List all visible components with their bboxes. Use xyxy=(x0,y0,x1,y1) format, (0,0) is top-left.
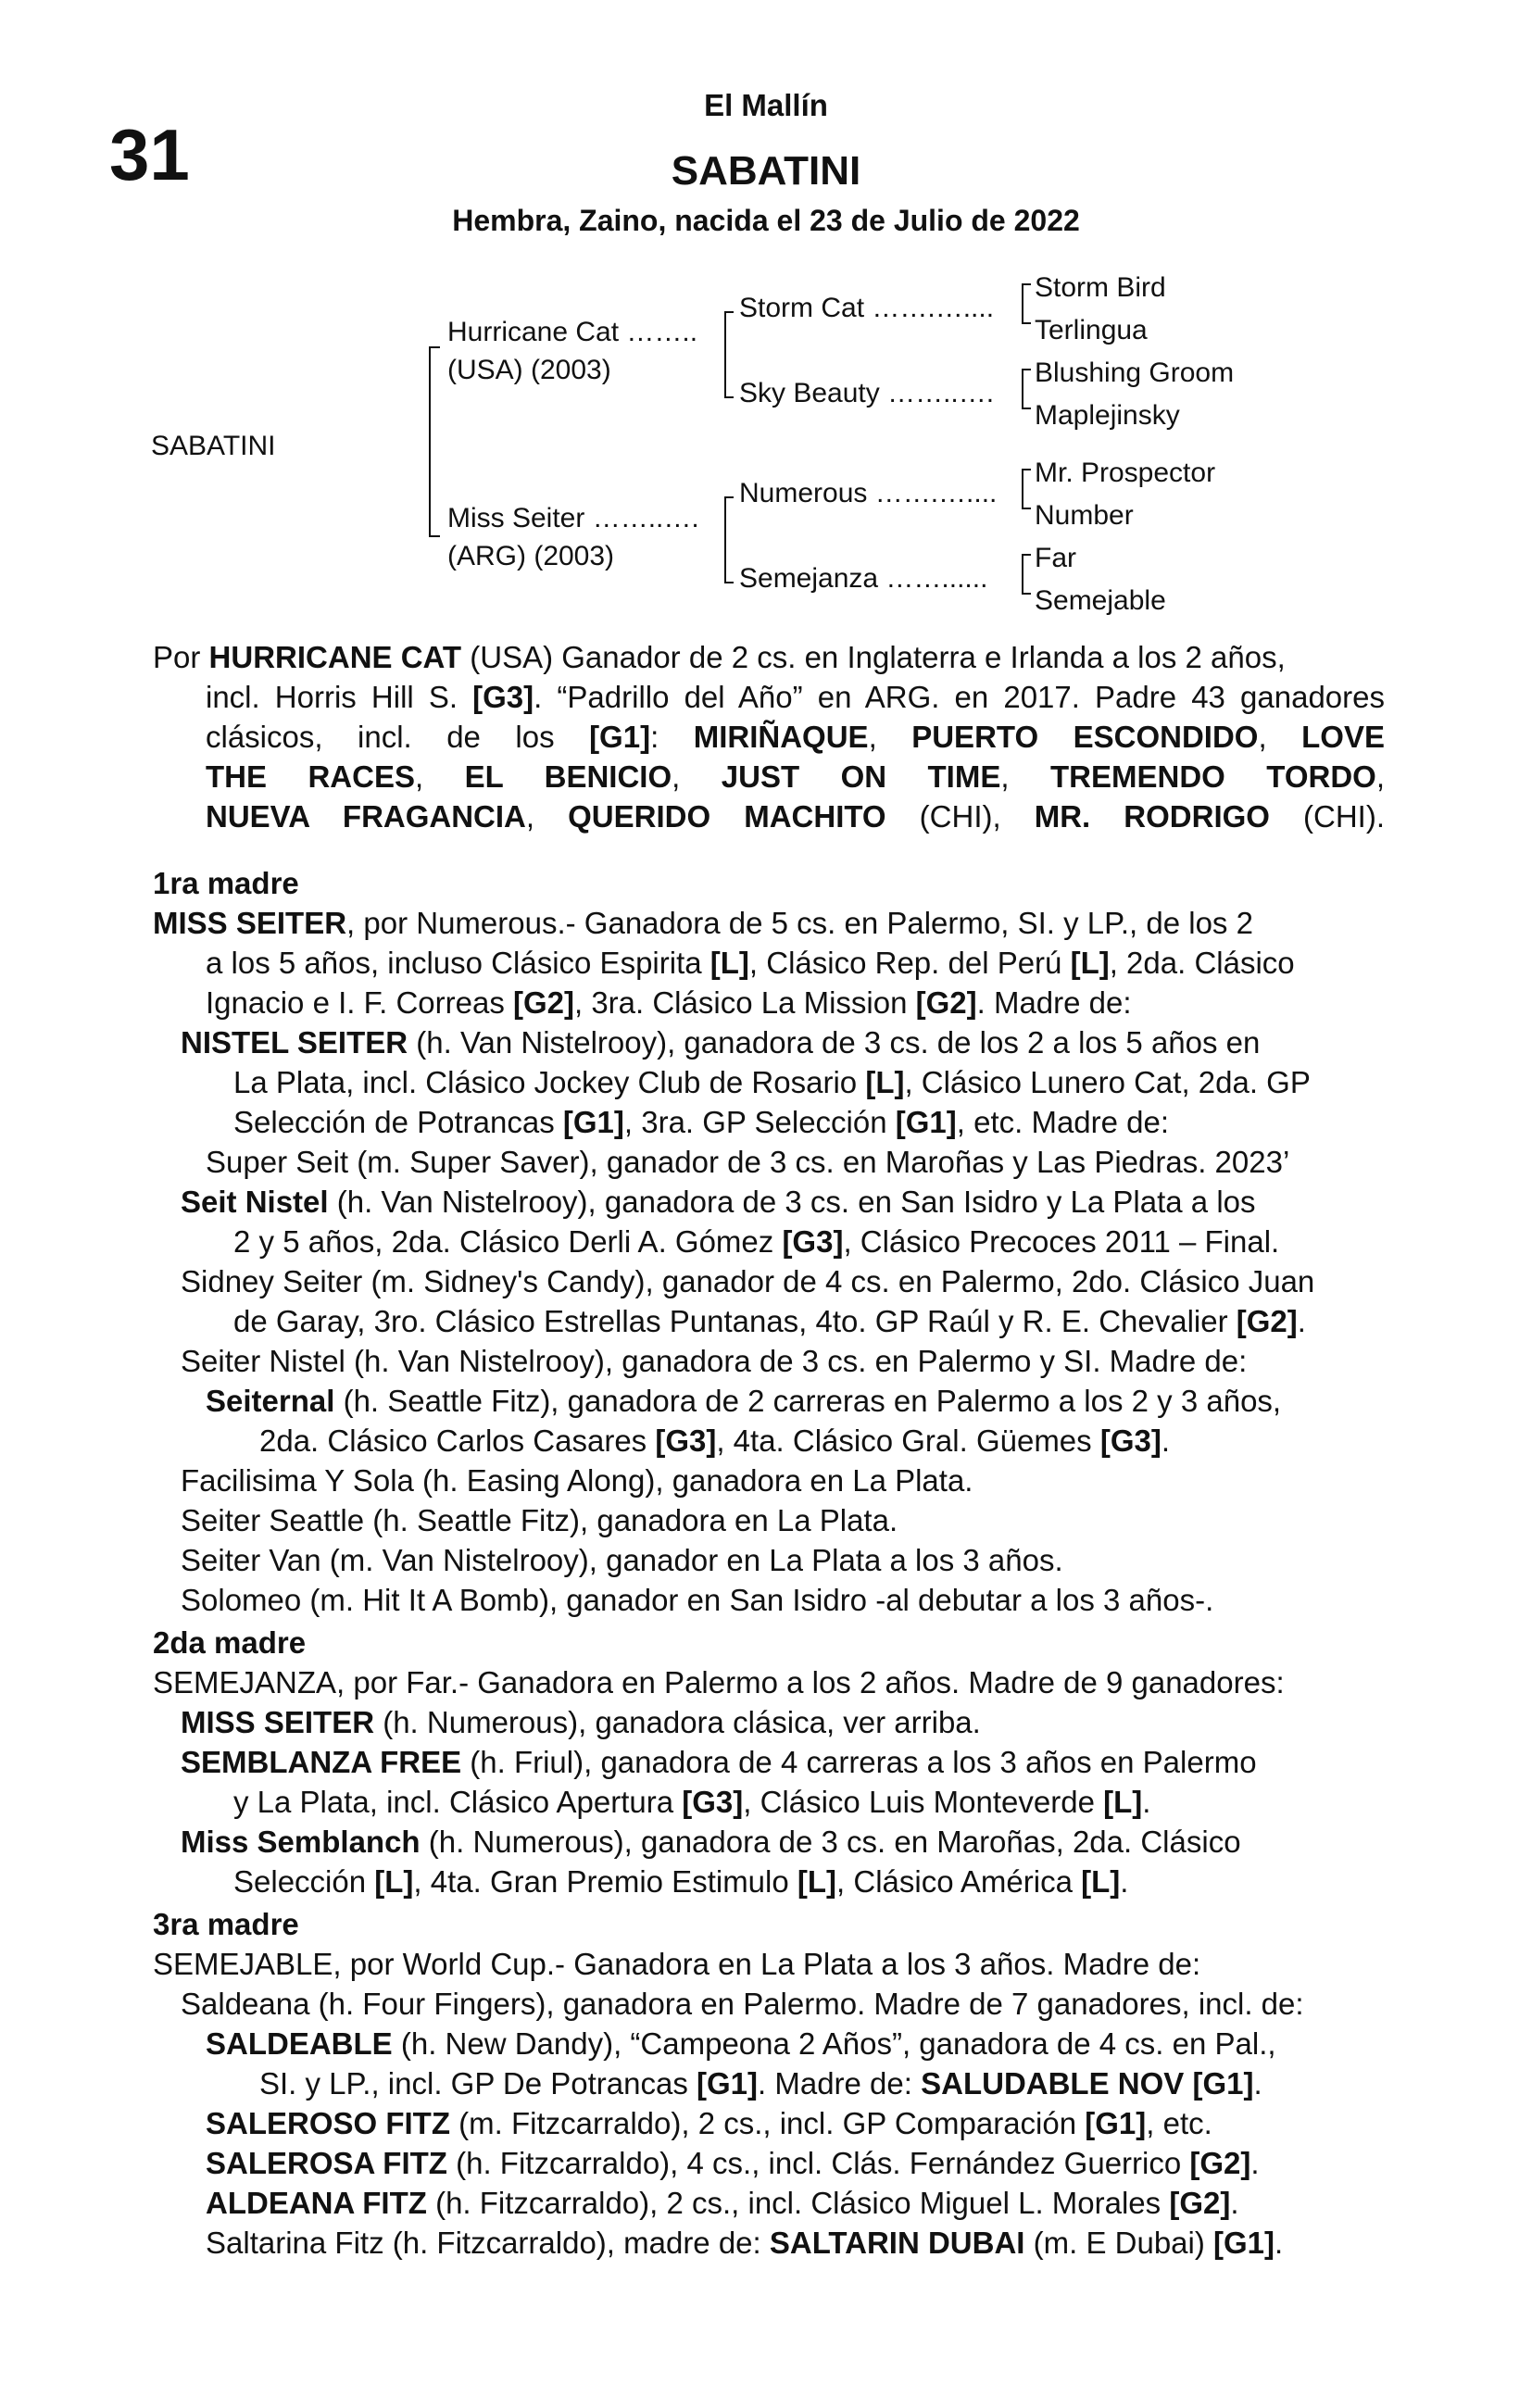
sire-summary-line: THE RACES, EL BENICIO, JUST ON TIME, TREMENDO TORDO, xyxy=(206,759,1385,794)
grandparent-3: Numerous …….….... xyxy=(739,478,998,508)
great-grandparent-5: Mr. Prospector xyxy=(1035,458,1216,488)
sire-origin: (USA) (2003) xyxy=(447,355,611,385)
bracket-line xyxy=(1022,322,1031,324)
bracket-line xyxy=(724,496,726,583)
produce-line: La Plata, incl. Clásico Jockey Club de Rosario [L], Clásico Lunero Cat, 2da. GP xyxy=(233,1065,1311,1099)
sire-summary-line: NUEVA FRAGANCIA, QUERIDO MACHITO (CHI), MR. RODRIGO (CHI). xyxy=(206,799,1386,834)
bracket-line xyxy=(724,311,734,313)
great-grandparent-3: Blushing Groom xyxy=(1035,357,1235,388)
dam-line: MISS SEITER, por Numerous.- Ganadora de 5 cs. en Palermo, SI. y LP., de los 2 xyxy=(153,906,1253,940)
produce-line: y La Plata, incl. Clásico Apertura [G3], Clásico Luis Monteverde [L]. xyxy=(233,1785,1151,1819)
bracket-line xyxy=(1022,554,1023,595)
dam-line: Ignacio e I. F. Correas [G2], 3ra. Clásico La Mission [G2]. Madre de: xyxy=(206,985,1132,1020)
grandparent-2: Sky Beauty ……..…. xyxy=(739,378,995,408)
produce-line: Saldeana (h. Four Fingers), ganadora en Palermo. Madre de 7 ganadores, incl. de: xyxy=(181,1987,1304,2021)
produce-line: de Garay, 3ro. Clásico Estrellas Puntanas, 4to. GP Raúl y R. E. Chevalier [G2]. xyxy=(233,1304,1306,1338)
bracket-line xyxy=(429,346,431,537)
bracket-line xyxy=(429,346,440,348)
produce-line: 2 y 5 años, 2da. Clásico Derli A. Gómez [G3], Clásico Precoces 2011 – Final. xyxy=(233,1224,1280,1259)
produce-line: SALEROSA FITZ (h. Fitzcarraldo), 4 cs., incl. Clás. Fernández Guerrico [G2]. xyxy=(206,2146,1260,2180)
produce-line: SEMBLANZA FREE (h. Friul), ganadora de 4 carreras a los 3 años en Palermo xyxy=(181,1745,1257,1779)
great-grandparent-7: Far xyxy=(1035,543,1076,573)
bracket-line xyxy=(429,535,440,537)
pedigree-subject: SABATINI xyxy=(151,431,276,461)
produce-line: Solomeo (m. Hit It A Bomb), ganador en San Isidro -al debutar a los 3 años-. xyxy=(181,1583,1214,1617)
produce-line: Saltarina Fitz (h. Fitzcarraldo), madre de: SALTARIN DUBAI (m. E Dubai) [G1]. xyxy=(206,2226,1284,2260)
produce-line: Facilisima Y Sola (h. Easing Along), ganadora en La Plata. xyxy=(181,1463,973,1498)
sire-summary-line: clásicos, incl. de los [G1]: MIRIÑAQUE, PUERTO ESCONDIDO, LOVE xyxy=(206,720,1385,754)
sire-name: Hurricane Cat …….. xyxy=(447,317,698,347)
bracket-line xyxy=(724,582,734,583)
dam-line: SEMEJABLE, por World Cup.- Ganadora en La Plata a los 3 años. Madre de: xyxy=(153,1947,1201,1981)
sire-summary-line: Por HURRICANE CAT (USA) Ganador de 2 cs. en Inglaterra e Irlanda a los 2 años, xyxy=(153,640,1286,674)
produce-line: Selección de Potrancas [G1], 3ra. GP Selección [G1], etc. Madre de: xyxy=(233,1105,1170,1139)
produce-line: SALEROSO FITZ (m. Fitzcarraldo), 2 cs., incl. GP Comparación [G1], etc. xyxy=(206,2106,1212,2140)
produce-line: Seiter Van (m. Van Nistelrooy), ganador en La Plata a los 3 años. xyxy=(181,1543,1063,1577)
bracket-line xyxy=(724,311,726,398)
dam-origin: (ARG) (2003) xyxy=(447,541,615,571)
bracket-line xyxy=(1022,469,1023,509)
great-grandparent-4: Maplejinsky xyxy=(1035,400,1180,431)
great-grandparent-2: Terlingua xyxy=(1035,315,1148,345)
bracket-line xyxy=(1022,283,1023,324)
bracket-line xyxy=(1022,469,1031,470)
stud-name: El Mallín xyxy=(704,88,828,122)
grandparent-4: Semejanza ……...... xyxy=(739,563,988,594)
great-grandparent-6: Number xyxy=(1035,500,1134,531)
dam-line: a los 5 años, incluso Clásico Espirita [L], Clásico Rep. del Perú [L], 2da. Clásico xyxy=(206,946,1295,980)
bracket-line xyxy=(724,496,734,498)
dam-name: Miss Seiter ……..…. xyxy=(447,503,699,533)
produce-line: Selección [L], 4ta. Gran Premio Estimulo [L], Clásico América [L]. xyxy=(233,1864,1129,1899)
dam-line: SEMEJANZA, por Far.- Ganadora en Palermo a los 2 años. Madre de 9 ganadores: xyxy=(153,1665,1285,1699)
produce-line: Seit Nistel (h. Van Nistelrooy), ganadora de 3 cs. en San Isidro y La Plata a los xyxy=(181,1185,1256,1219)
produce-line: SI. y LP., incl. GP De Potrancas [G1]. Madre de: SALUDABLE NOV [G1]. xyxy=(259,2066,1262,2101)
bracket-line xyxy=(1022,508,1031,509)
bracket-line xyxy=(1022,408,1031,409)
produce-line: NISTEL SEITER (h. Van Nistelrooy), ganadora de 3 cs. de los 2 a los 5 años en xyxy=(181,1025,1261,1060)
bracket-line xyxy=(724,396,734,398)
section-heading: 1ra madre xyxy=(153,866,299,900)
bracket-line xyxy=(1022,283,1031,285)
produce-line: SALDEABLE (h. New Dandy), “Campeona 2 Años”, ganadora de 4 cs. en Pal., xyxy=(206,2026,1276,2061)
produce-line: MISS SEITER (h. Numerous), ganadora clásica, ver arriba. xyxy=(181,1705,981,1739)
horse-name: SABATINI xyxy=(671,148,861,194)
bracket-line xyxy=(1022,554,1031,556)
produce-line: Super Seit (m. Super Saver), ganador de 3 cs. en Maroñas y Las Piedras. 2023’ xyxy=(206,1145,1290,1179)
lot-number: 31 xyxy=(109,114,190,195)
produce-line: Sidney Seiter (m. Sidney's Candy), ganador de 4 cs. en Palermo, 2do. Clásico Juan xyxy=(181,1264,1315,1298)
section-heading: 3ra madre xyxy=(153,1907,299,1941)
great-grandparent-8: Semejable xyxy=(1035,585,1166,616)
bracket-line xyxy=(1022,369,1031,370)
horse-subtitle: Hembra, Zaino, nacida el 23 de Julio de 2022 xyxy=(452,204,1080,237)
produce-line: Miss Semblanch (h. Numerous), ganadora de 3 cs. en Maroñas, 2da. Clásico xyxy=(181,1825,1241,1859)
bracket-line xyxy=(1022,369,1023,409)
produce-line: ALDEANA FITZ (h. Fitzcarraldo), 2 cs., incl. Clásico Miguel L. Morales [G2]. xyxy=(206,2186,1239,2220)
grandparent-1: Storm Cat …….….... xyxy=(739,293,995,323)
produce-line: 2da. Clásico Carlos Casares [G3], 4ta. Clásico Gral. Güemes [G3]. xyxy=(259,1423,1170,1458)
section-heading: 2da madre xyxy=(153,1625,307,1660)
bracket-line xyxy=(1022,593,1031,595)
produce-line: Seiternal (h. Seattle Fitz), ganadora de 2 carreras en Palermo a los 2 y 3 años, xyxy=(206,1384,1282,1418)
sire-summary-line: incl. Horris Hill S. [G3]. “Padrillo del Año” en ARG. en 2017. Padre 43 ganadores xyxy=(206,680,1385,714)
produce-line: Seiter Seattle (h. Seattle Fitz), ganadora en La Plata. xyxy=(181,1503,898,1537)
produce-line: Seiter Nistel (h. Van Nistelrooy), ganadora de 3 cs. en Palermo y SI. Madre de: xyxy=(181,1344,1248,1378)
sire-name-bold: HURRICANE CAT xyxy=(208,640,462,674)
great-grandparent-1: Storm Bird xyxy=(1035,272,1166,303)
